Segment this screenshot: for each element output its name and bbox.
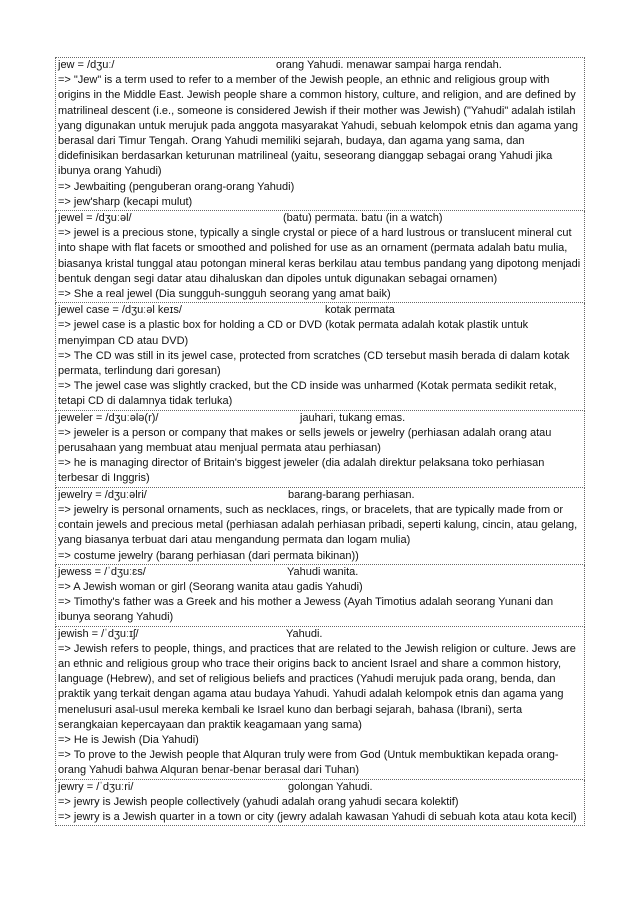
entry-headline <box>58 411 583 426</box>
headword: jewel = /dʒuːəl/ <box>58 212 132 225</box>
translation: orang Yahudi. menawar sampai harga rendah. <box>276 59 502 71</box>
translation: kotak permata <box>325 304 395 317</box>
definition-line: => jewel is a precious stone, typically a single crystal or piece of a hard lustrous or translucent mineral cut into shape with flat facets or smoothed and polished for use as an ornament (permata adalah batu mulia, biasanya kristal tunggal atau potongan mineral keras berkilau atau tembus pandang yang dipotong menjadi bentuk dengan segi datar atau dihaluskan dan dipoles untuk digunakan sebagai ornamen) <box>58 227 581 285</box>
example-line: => Jewbaiting (penguberan orang-orang Yahudi) <box>58 180 295 193</box>
entry-jewry <box>55 780 585 827</box>
example-line: => jew'sharp (kecapi mulut) <box>58 195 193 208</box>
definition-line: => jeweler is a person or company that makes or sells jewels or jewelry (perhiasan adalah orang atau perusahaan yang membuat atau menjual permata atau perhiasan) <box>58 426 552 455</box>
definition-line: => "Jew" is a term used to refer to a member of the Jewish people, an ethnic and religious group with origins in the Middle East. Jewish people share a common history, culture, and religion, and are defined by matrilineal descent (i.e., someone is considered Jewish if their mother was Jewish) ("Yahudi" adalah istilah yang digunakan untuk merujuk pada anggota masyarakat Yahudi, sebuah kelompok etnis dan agama yang berasal dari Timur Tengah. Orang Yahudi memiliki sejarah, budaya, dan agama yang sama, dan didefinisikan berdasarkan keturunan matrilineal (yaitu, seseorang dianggap sebagai orang Yahudi jika ibunya orang Yahudi) <box>58 74 579 178</box>
definition-line: => Jewish refers to people, things, and practices that are related to the Jewish religion or culture. Jews are an ethnic and religious group who trace their origins back to ancient Israel and share a common history, language (Hebrew), and set of religious beliefs and practices (Yahudi merujuk pada orang, benda, dan praktik yang terkait dengan agama atau budaya Yahudi. Yahudi adalah kelompok etnis dan agama yang menelusuri asal-usul mereka kembali ke Israel kuno dan berbagi sejarah, bahasa (Ibrani), serta serangkaian kepercayaan dan praktik keagamaan yang sama) <box>58 642 576 731</box>
example-line: => A Jewish woman or girl (Seorang wanita atau gadis Yahudi) <box>58 580 363 593</box>
translation: Yahudi. <box>286 627 323 640</box>
translation: (batu) permata. batu (in a watch) <box>283 212 443 225</box>
dictionary-page <box>55 57 585 826</box>
headword: jewess = /ˈdʒuːɛs/ <box>58 565 146 578</box>
example-line: => jewry is a Jewish quarter in a town or city (jewry adalah kawasan Yahudi di sebuah kota atau kota kecil) <box>58 810 577 823</box>
entry-headline <box>58 211 583 226</box>
entry-headline <box>58 58 583 73</box>
example-line: => he is managing director of Britain's biggest jeweler (dia adalah direktur pelaksana toko perhiasan terbesar di Inggris) <box>58 457 545 485</box>
example-line: => He is Jewish (Dia Yahudi) <box>58 733 199 746</box>
example-line: => She a real jewel (Dia sungguh-sungguh seorang yang amat baik) <box>58 288 391 301</box>
entry-jewess <box>55 565 585 627</box>
example-line: => The CD was still in its jewel case, protected from scratches (CD tersebut masih berada di dalam kotak permata, terlindung dari goresan) <box>58 349 570 378</box>
entry-headline <box>58 780 583 795</box>
example-line: => Timothy's father was a Greek and his mother a Jewess (Ayah Timotius adalah seorang Yunani dan ibunya seorang Yahudi) <box>58 596 554 624</box>
entry-jeweler <box>55 411 585 488</box>
entry-headline <box>58 303 583 318</box>
example-line: => costume jewelry (barang perhiasan (dari permata bikinan)) <box>58 549 359 562</box>
example-line: => The jewel case was slightly cracked, but the CD inside was unharmed (Kotak permata sedikit retak, tetapi CD di dalamnya tidak terluka) <box>58 380 557 408</box>
entry-jewelry <box>55 488 585 565</box>
entry-jewel-case <box>55 303 585 410</box>
entry-headline <box>58 627 583 642</box>
headword: jewry = /ˈdʒuːri/ <box>58 780 134 793</box>
headword: jeweler = /dʒuːələ(r)/ <box>58 411 159 424</box>
entry-jew <box>55 57 585 211</box>
translation: jauhari, tukang emas. <box>300 411 406 424</box>
example-line: => jewry is Jewish people collectively (yahudi adalah orang yahudi secara kolektif) <box>58 795 459 808</box>
headword: jewel case = /dʒuːəl keɪs/ <box>58 304 182 317</box>
entry-headline <box>58 565 583 580</box>
example-line: => To prove to the Jewish people that Alquran truly were from God (Untuk membuktikan kepada orang-orang Yahudi bahwa Alquran benar-benar berasal dari Tuhan) <box>58 749 559 777</box>
headword: jewelry = /dʒuːəlri/ <box>58 488 147 501</box>
translation: golongan Yahudi. <box>288 780 373 793</box>
entry-jewel <box>55 211 585 303</box>
entry-jewish <box>55 627 585 780</box>
definition-line: => jewelry is personal ornaments, such as necklaces, rings, or bracelets, that are typically made from or contain jewels and precious metal (perhiasan adalah perhiasan pribadi, seperti kalung, cincin, atau gelang, yang biasanya terbuat dari atau mengandung permata dan logam mulia) <box>58 503 578 547</box>
definition-line: => jewel case is a plastic box for holding a CD or DVD (kotak permata adalah kotak plastik untuk menyimpan CD atau DVD) <box>58 319 529 347</box>
headword: jewish = /ˈdʒuːɪʃ/ <box>58 627 139 640</box>
headword: jew = /dʒuː/ <box>58 59 115 71</box>
translation: barang-barang perhiasan. <box>288 488 415 501</box>
entry-headline <box>58 488 583 503</box>
translation: Yahudi wanita. <box>287 565 359 578</box>
